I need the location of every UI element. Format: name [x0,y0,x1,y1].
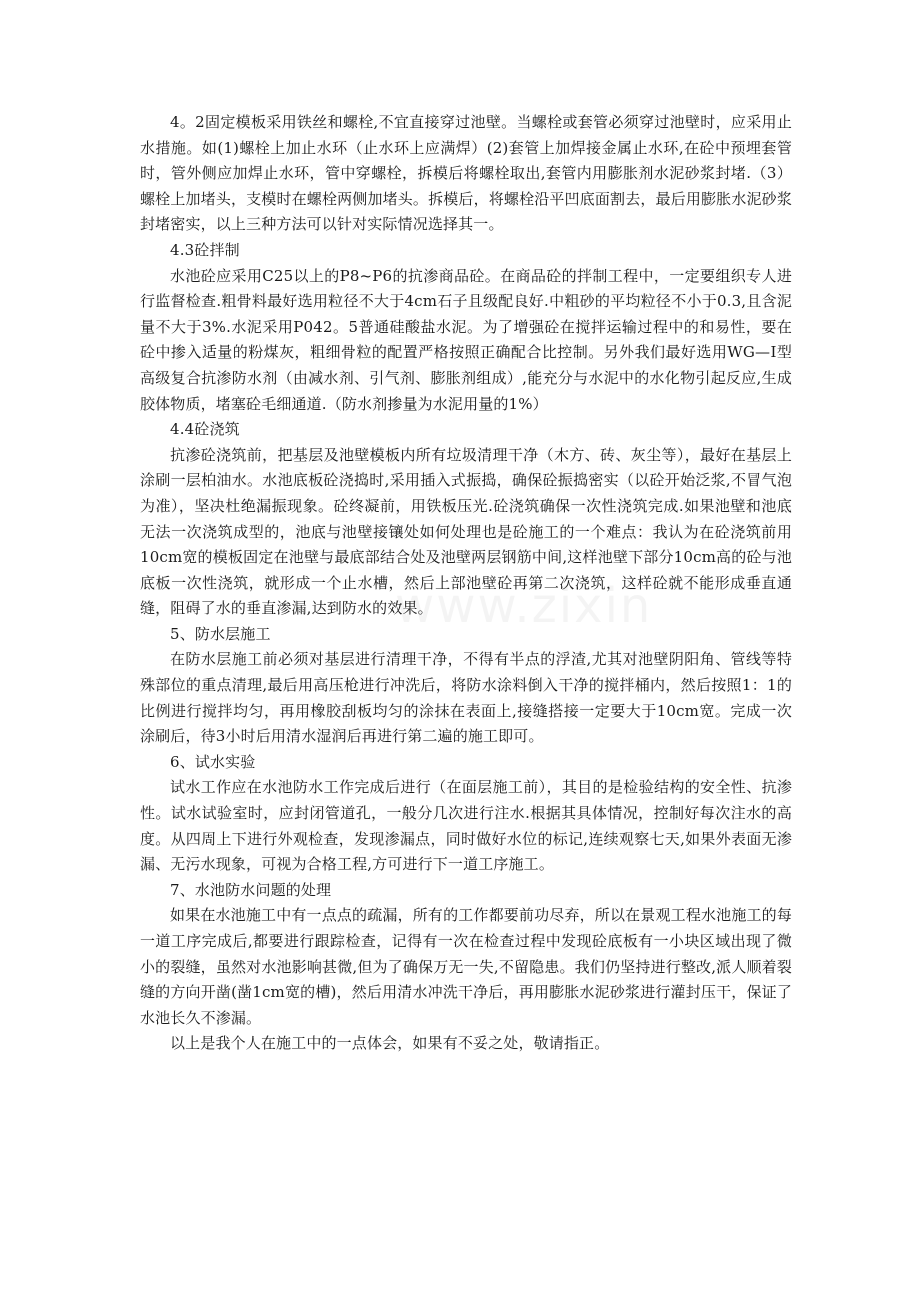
paragraph-leak-handling: 如果在水池施工中有一点点的疏漏，所有的工作都要前功尽弃，所以在景观工程水池施工的每一道工序完成后,都要进行跟踪检查，记得有一次在检查过程中发现砼底板有一小块区域出现了微小的裂缝，虽然对水池影响甚微,但为了确保万无一失,不留隐患。我们仍坚持进行整改,派人顺着裂缝的方向开凿(凿1cm宽的槽)，然后用清水冲洗干净后，再用膨胀水泥砂浆进行灌封压干，保证了水池长久不渗漏。 [140,906,792,1027]
paragraph-water-test: 试水工作应在水池防水工作完成后进行（在面层施工前），其目的是检验结构的安全性、抗渗性。试水试验室时，应封闭管道孔，一般分几次进行注水.根据其具体情况，控制好每次注水的高度。从四周上下进行外观检查，发现渗漏点，同时做好水位的标记,连续观察七天,如果外表面无渗漏、无污水现象，可视为合格工程,方可进行下一道工序施工。 [140,778,792,874]
paragraph-concrete-mixing: 水池砼应采用C25以上的P8~P6的抗渗商品砼。在商品砼的拌制工程中，一定要组织专人进行监督检查.粗骨料最好选用粒径不大于4cm石子且级配良好.中粗砂的平均粒径不小于0.3,且含泥量不大于3%.水泥采用P042。5普通硅酸盐水泥。为了增强砼在搅拌运输过程中的和易性，要在砼中掺入适量的粉煤灰，粗细骨粒的配置严格按照正确配合比控制。另外我们最好选用WG—Ⅰ型高级复合抗渗防水剂（由减水剂、引气剂、膨胀剂组成）,能充分与水泥中的水化物引起反应,生成胶体物质，堵塞砼毛细通道.（防水剂掺量为水泥用量的1%） [140,266,792,413]
section-heading-water-test: 6、试水实验 [170,752,256,771]
section-heading-leak-handling: 7、水池防水问题的处理 [170,880,332,899]
document-body [140,110,792,1057]
section-heading-concrete-mixing: 4.3砼拌制 [170,240,240,259]
paragraph-concrete-pouring: 抗渗砼浇筑前，把基层及池壁模板内所有垃圾清理干净（木方、砖、灰尘等），最好在基层上涂刷一层柏油水。水池底板砼浇捣时,采用插入式振捣，确保砼振捣密实（以砼开始泛浆,不冒气泡为准），坚决杜绝漏振现象。砼终凝前，用铁板压光.砼浇筑确保一次性浇筑完成.如果池壁和池底无法一次浇筑成型的，池底与池壁接镶处如何处理也是砼施工的一个难点：我认为在砼浇筑前用10cm宽的模板固定在池壁与最底部结合处及池壁两层钢筋中间,这样池壁下部分10cm高的砼与池底板一次性浇筑，就形成一个止水槽，然后上部池壁砼再第二次浇筑，这样砼就不能形成垂直通缝，阻碍了水的垂直渗漏,达到防水的效果。 [140,445,792,618]
paragraph-closing-remarks: 以上是我个人在施工中的一点体会，如果有不妥之处，敬请指正。 [170,1034,610,1053]
section-heading-waterproof-layer: 5、防水层施工 [170,624,271,643]
paragraph-waterproof-layer: 在防水层施工前必须对基层进行清理干净，不得有半点的浮渣,尤其对池壁阴阳角、管线等特殊部位的重点清理,最后用高压枪进行冲洗后，将防水涂料倒入干净的搅拌桶内，然后按照1：1的比例进行搅拌均匀，再用橡胶刮板均匀的涂抹在表面上,接缝搭接一定要大于10cm宽。完成一次涂刷后，待3小时后用清水湿润后再进行第二遍的施工即可。 [140,650,792,746]
section-heading-concrete-pouring: 4.4砼浇筑 [170,420,240,439]
paragraph-fixing-formwork: 4。2固定模板采用铁丝和螺栓,不宜直接穿过池壁。当螺栓或套管必须穿过池壁时，应采用止水措施。如(1)螺栓上加止水环（止水环上应满焊）(2)套管上加焊接金属止水环,在砼中预埋套管时，管外侧应加焊止水环，管中穿螺栓，拆模后将螺栓取出,套管内用膨胀剂水泥砂浆封堵.（3）螺栓上加堵头，支模时在螺栓两侧加堵头。拆模后，将螺栓沿平凹底面割去，最后用膨胀水泥砂浆封堵密实，以上三种方法可以针对实际情况选择其一。 [140,113,792,234]
